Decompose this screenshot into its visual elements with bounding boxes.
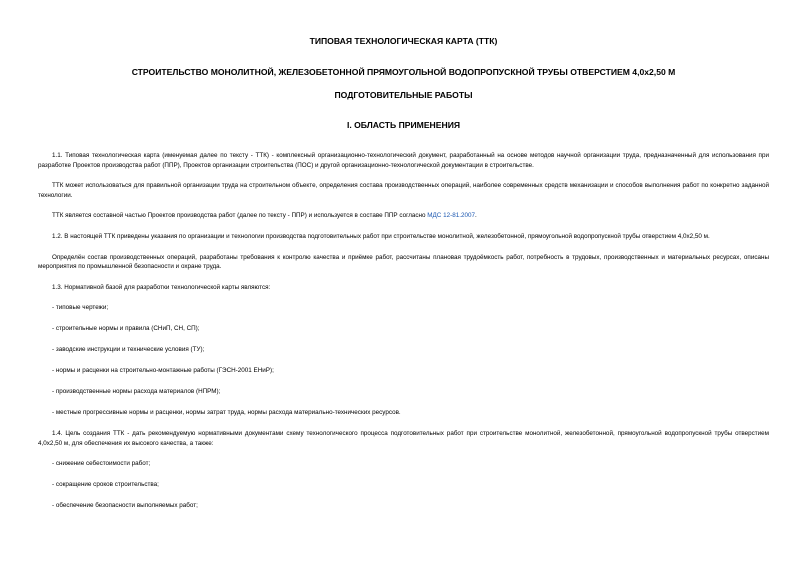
list-item: - строительные нормы и правила (СНиП, СН, СП); — [52, 325, 200, 333]
normative-base-list — [38, 303, 769, 418]
list-item: - снижение себестоимости работ; — [52, 460, 151, 468]
document-title: ТИПОВАЯ ТЕХНОЛОГИЧЕСКАЯ КАРТА (ТТК) — [309, 36, 498, 46]
mds-link[interactable]: МДС 12-81.2007 — [427, 212, 475, 220]
paragraph-1-1: 1.1. Типовая технологическая карта (именуемая далее по тексту - ТТК) - комплексный организационно-технологический документ, разработанный на основе методов научной организации труда, предназначенный для использования при разработке Проектов производства работ (ППР), Проектов организации строительства (ПОС) и другой организационно-технологической документации в строительстве. — [38, 152, 769, 169]
paragraph-ttk-ppr-text: ТТК является составной частью Проектов производства работ (далее по тексту - ППР) и используется в составе ППР согласно — [52, 212, 428, 220]
list-item: - сокращение сроков строительства; — [52, 481, 159, 489]
paragraph-operations: Определён состав производственных операций, разработаны требования к контролю качества и приёмке работ, рассчитаны плановая трудоёмкость работ, потребность в трудовых, производственных и материальных ресурсах, описаны мероприятия по промышленной безопасности и охране труда. — [38, 253, 769, 271]
list-item: - заводские инструкции и технические условия (ТУ); — [52, 346, 205, 354]
document-subtitle: СТРОИТЕЛЬСТВО МОНОЛИТНОЙ, ЖЕЛЕЗОБЕТОННОЙ ПРЯМОУГОЛЬНОЙ ВОДОПРОПУСКНОЙ ТРУБЫ ОТВЕРСТИЕМ 4,0х2,50 М — [131, 67, 676, 77]
paragraph-ttk-ppr — [38, 211, 769, 221]
list-item: - нормы и расценки на строительно-монтажные работы (ГЭСН-2001 ЕНиР); — [52, 367, 274, 375]
list-item: - местные прогрессивные нормы и расценки, нормы затрат труда, нормы расхода материально-технических ресурсов. — [52, 409, 401, 417]
section-heading: I. ОБЛАСТЬ ПРИМЕНЕНИЯ — [346, 120, 461, 130]
paragraph-1-4: 1.4. Цель создания ТТК - дать рекомендуемую нормативными документами схему технологического процесса подготовительных работ при строительстве монолитной, железобетонной, прямоугольной водопропускной трубы отверстием 4,0х2,50 м, для обеспечения их высокого качества, а также: — [38, 430, 769, 447]
work-type-heading: ПОДГОТОВИТЕЛЬНЫЕ РАБОТЫ — [334, 90, 473, 100]
paragraph-ttk-ppr-end: . — [474, 212, 477, 220]
paragraph-1-2: 1.2. В настоящей ТТК приведены указания по организации и технологии производства подготовительных работ при строительстве монолитной, железобетонной, прямоугольной водопропускной трубы отверстием 4,0х2,50 м. — [52, 232, 710, 240]
goals-list — [38, 459, 769, 511]
list-item: - производственные нормы расхода материалов (НПРМ); — [52, 388, 221, 396]
document-body — [38, 151, 769, 511]
paragraph-ttk-usage: ТТК может использоваться для правильной организации труда на строительном объекте, определения состава производственных операций, наиболее современных средств механизации и способов выполнения работ по конкретно заданной технологии. — [38, 182, 769, 199]
list-item: - обеспечение безопасности выполняемых работ; — [52, 502, 198, 510]
paragraph-1-3: 1.3. Нормативной базой для разработки технологической карты являются: — [52, 283, 271, 291]
list-item: - типовые чертежи; — [52, 304, 109, 312]
